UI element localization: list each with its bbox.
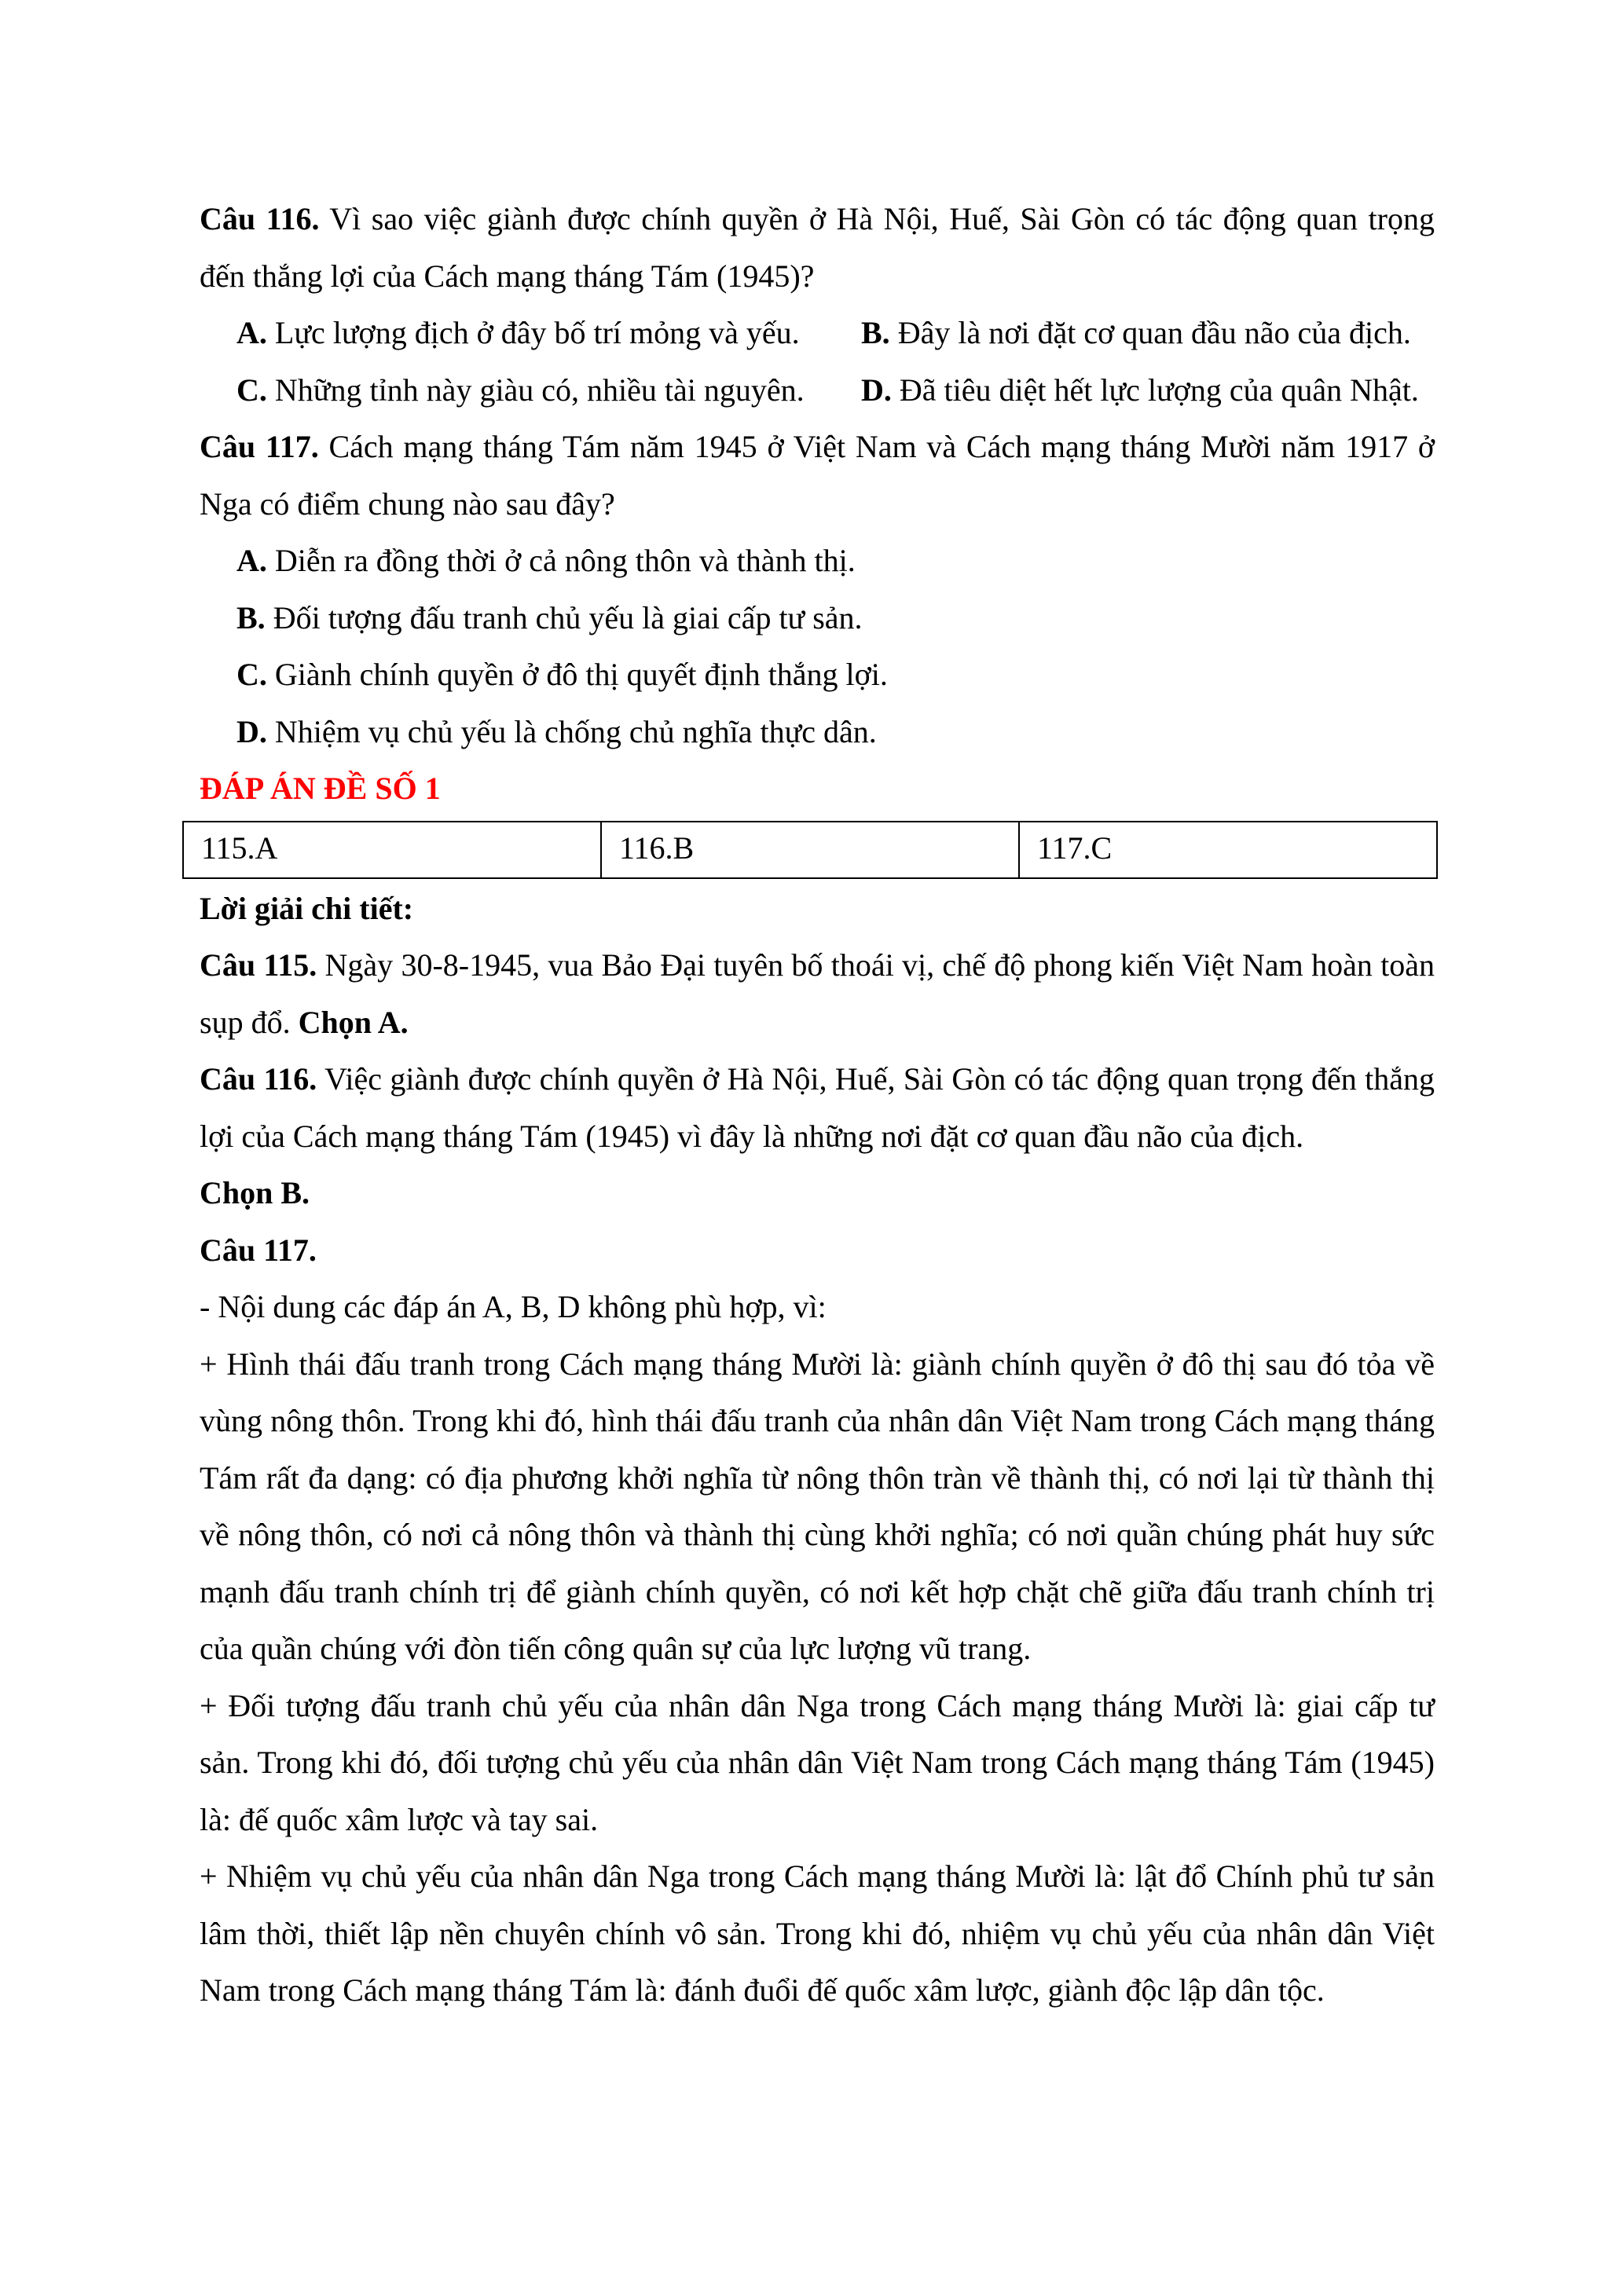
option-text: Đây là nơi đặt cơ quan đầu não của địch.	[889, 315, 1411, 350]
option-c	[236, 362, 861, 419]
option-key: C.	[236, 372, 267, 408]
option-d	[861, 362, 1419, 419]
solution-117-paragraph: - Nội dung các đáp án A, B, D không phù hợp, vì:	[200, 1289, 827, 1324]
answer-cell: 116.B	[601, 822, 1019, 878]
answer-cell: 115.A	[183, 822, 601, 878]
solution-choice: Chọn A.	[298, 1004, 409, 1040]
answer-cell: 117.C	[1019, 822, 1437, 878]
option-text: Lực lượng địch ở đây bố trí mỏng và yếu.	[266, 315, 800, 350]
solution-label: Câu 117.	[200, 1232, 317, 1268]
solution-117-paragraph: + Hình thái đấu tranh trong Cách mạng tháng Mười là: giành chính quyền ở đô thị sau đó tỏa về vùng nông thôn. Trong khi đó, hình thái đấu tranh của nhân dân Việt Nam trong Cách mạng tháng Tám rất đa dạng: có địa phương khởi nghĩa từ nông thôn tràn về thành thị, có nơi lại từ thành thị về nông thôn, có nơi cả nông thôn và thành thị cùng khởi nghĩa; có nơi quần chúng phát huy sức mạnh đấu tranh chính trị để giành chính quyền, có nơi kết hợp chặt chẽ giữa đấu tranh chính trị của quần chúng với đòn tiến công quân sự của lực lượng vũ trang.	[200, 1346, 1435, 1666]
solution-text: Ngày 30-8-1945, vua Bảo Đại tuyên bố thoái vị, chế độ phong kiến Việt Nam hoàn toàn sụp đổ.	[200, 947, 1435, 1040]
option-key: D.	[861, 372, 892, 408]
question-label: Câu 117.	[200, 429, 319, 464]
answer-key-table	[182, 821, 1438, 879]
options-row-cd	[200, 362, 1435, 419]
question-116	[200, 191, 1435, 305]
option-text: Đối tượng đấu tranh chủ yếu là giai cấp tư sản.	[265, 599, 863, 635]
solution-117-paragraph: + Đối tượng đấu tranh chủ yếu của nhân dân Nga trong Cách mạng tháng Mười là: giai cấp tư sản. Trong khi đó, đối tượng chủ yếu của nhân dân Việt Nam trong Cách mạng tháng Tám (1945) là: đế quốc xâm lược và tay sai.	[200, 1687, 1435, 1837]
option-d	[200, 704, 1435, 761]
option-text: Diễn ra đồng thời ở cả nông thôn và thành thị.	[266, 543, 856, 578]
option-key: D.	[236, 713, 267, 749]
question-text: Vì sao việc giành được chính quyền ở Hà Nội, Huế, Sài Gòn có tác động quan trọng đến thắng lợi của Cách mạng tháng Tám (1945)?	[200, 201, 1435, 294]
option-key: C.	[236, 657, 267, 692]
question-label: Câu 116.	[200, 201, 320, 236]
solution-117	[200, 1222, 1435, 1280]
option-key: A.	[236, 543, 267, 578]
solution-116	[200, 1051, 1435, 1165]
options-row-ab	[200, 305, 1435, 362]
solutions-heading-text: Lời giải chi tiết:	[200, 890, 414, 926]
solution-label: Câu 115.	[200, 947, 317, 983]
option-text: Nhiệm vụ chủ yếu là chống chủ nghĩa thực dân.	[266, 713, 877, 749]
option-text: Đã tiêu diệt hết lực lượng của quân Nhật.	[891, 372, 1419, 408]
table-row	[183, 822, 1437, 878]
option-key: B.	[861, 315, 890, 350]
solution-117-paragraph: + Nhiệm vụ chủ yếu của nhân dân Nga trong Cách mạng tháng Mười là: lật đổ Chính phủ tư sản lâm thời, thiết lập nền chuyên chính vô sản. Trong khi đó, nhiệm vụ chủ yếu của nhân dân Việt Nam trong Cách mạng tháng Tám là: đánh đuổi đế quốc xâm lược, giành độc lập dân tộc.	[200, 1858, 1435, 2008]
question-117	[200, 419, 1435, 533]
option-c	[200, 646, 1435, 704]
solution-choice: Chọn B.	[200, 1175, 310, 1210]
option-key: A.	[236, 315, 267, 350]
option-a	[200, 533, 1435, 590]
option-text: Những tỉnh này giàu có, nhiều tài nguyên.	[266, 372, 805, 408]
option-a	[236, 305, 861, 362]
solution-text: Việc giành được chính quyền ở Hà Nội, Huế, Sài Gòn có tác động quan trọng đến thắng lợi của Cách mạng tháng Tám (1945) vì đây là những nơi đặt cơ quan đầu não của địch.	[200, 1061, 1435, 1154]
question-text: Cách mạng tháng Tám năm 1945 ở Việt Nam và Cách mạng tháng Mười năm 1917 ở Nga có điểm chung nào sau đây?	[200, 429, 1435, 522]
option-b	[200, 590, 1435, 647]
solution-115	[200, 937, 1435, 1051]
solution-116-choice	[200, 1165, 1435, 1222]
option-key: B.	[236, 599, 266, 635]
option-text: Giành chính quyền ở đô thị quyết định thắng lợi.	[266, 657, 888, 692]
answer-key-title: ĐÁP ÁN ĐỀ SỐ 1	[200, 771, 441, 806]
option-b	[861, 305, 1411, 362]
solution-label: Câu 116.	[200, 1061, 317, 1097]
solutions-heading	[200, 881, 1435, 938]
document-page	[200, 191, 1435, 2020]
